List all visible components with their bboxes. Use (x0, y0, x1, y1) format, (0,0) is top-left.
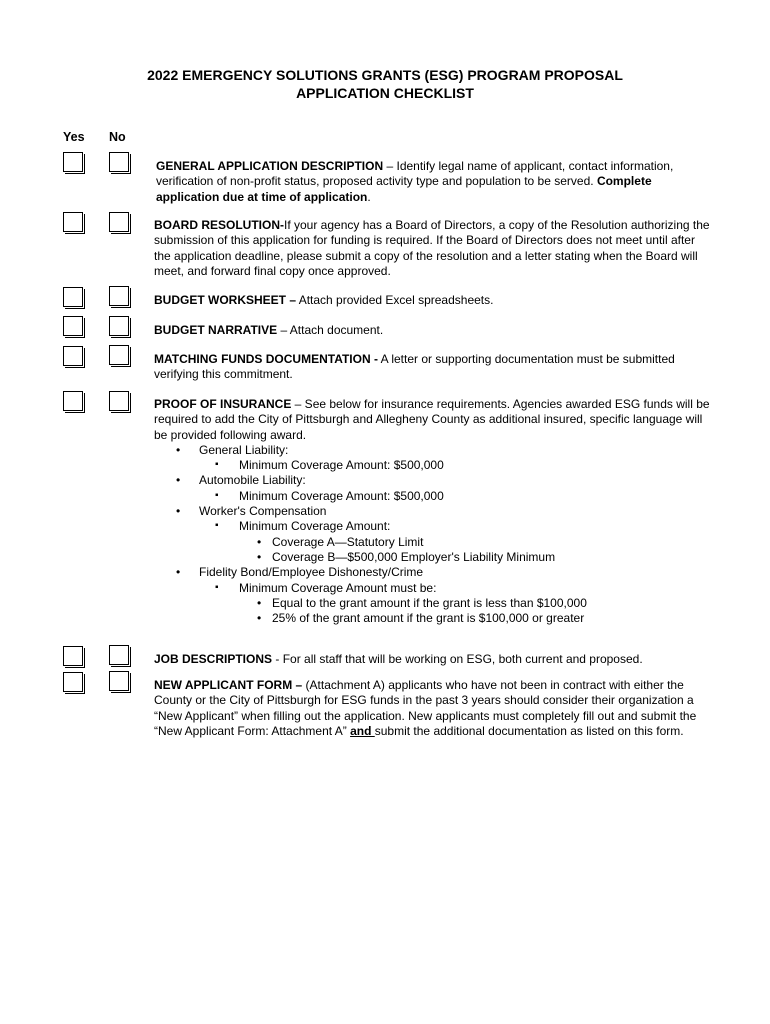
budget-worksheet-section (154, 293, 710, 308)
no-column-header: No (109, 130, 126, 144)
budget-narrative-text: – Attach document. (277, 323, 384, 337)
budget-worksheet-no-checkbox[interactable] (109, 286, 129, 306)
board-text: If your agency has a Board of Directors, a copy of the Resolution authorizing the submission of this application for funding is required. If the Board of Directors does not meet until after the application deadline, please submit a copy of the resolution and a letter stating when the Board will meet, and forward final copy once approved. (154, 218, 710, 278)
job-heading: JOB DESCRIPTIONS (154, 652, 273, 666)
newapp-section (154, 678, 710, 739)
board-yes-checkbox[interactable] (63, 212, 83, 232)
budget-narrative-section (154, 323, 710, 338)
general-bold-text: Complete application due at time of application (156, 174, 652, 204)
list-item: ▪ Minimum Coverage Amount: $500,000 (215, 488, 444, 503)
job-no-checkbox[interactable] (109, 645, 129, 665)
insurance-heading: PROOF OF INSURANCE (154, 397, 292, 411)
general-section: GENERAL APPLICATION DESCRIPTION – Identify legal name of applicant, contact information, verification of non-profit status, proposed activity type and population to be served. Complete application due at time of application. (156, 159, 674, 204)
matching-no-checkbox[interactable] (109, 345, 129, 365)
board-section (154, 218, 710, 279)
list-item: ▪ Minimum Coverage Amount: $500,000 (215, 458, 444, 473)
budget-worksheet-text: Attach provided Excel spreadsheets. (296, 293, 494, 307)
board-no-checkbox[interactable] (109, 212, 129, 232)
list-item: • Worker's Compensation (176, 504, 327, 519)
yes-column-header: Yes (63, 130, 85, 144)
title-line-2: APPLICATION CHECKLIST (296, 85, 474, 101)
budget-worksheet-heading: BUDGET WORKSHEET – (154, 293, 297, 307)
matching-heading: MATCHING FUNDS DOCUMENTATION - (154, 352, 378, 366)
board-heading: BOARD RESOLUTION- (154, 218, 284, 232)
insurance-list (154, 443, 710, 627)
general-yes-checkbox[interactable] (63, 152, 83, 172)
list-item: • Equal to the grant amount if the grant is less than $100,000 (257, 595, 587, 610)
matching-text: A letter or supporting documentation must be submitted verifying this commitment. (154, 352, 675, 382)
job-yes-checkbox[interactable] (63, 646, 83, 666)
budget-worksheet-yes-checkbox[interactable] (63, 287, 83, 307)
insurance-text: – See below for insurance requirements. Agencies awarded ESG funds will be required to add the City of Pittsburgh and Allegheny County as additional insured, specific language will be provided following award. (154, 397, 710, 442)
list-item: • Automobile Liability: (176, 473, 306, 488)
newapp-text: (Attachment A) applicants who have not been in contract with either the County or the City of Pittsburgh for ESG funds in the past 3 years should consider their organization a “New Applicant” when filling out the application. New applicants must completely fill out and submit the “New Applicant Form: Attachment A” (154, 678, 697, 738)
list-item: • Coverage B—$500,000 Employer's Liability Minimum (257, 549, 556, 564)
general-text: – Identify legal name of applicant, contact information, verification of non-profit status, proposed activity type and population to be served. (156, 159, 674, 189)
newapp-yes-checkbox[interactable] (63, 672, 83, 692)
insurance-yes-checkbox[interactable] (63, 391, 83, 411)
newapp-heading: NEW APPLICANT FORM – (154, 678, 303, 692)
and-emphasis: and (350, 723, 375, 738)
newapp-text-2: submit the additional documentation as listed on this form. (374, 723, 684, 738)
budget-narrative-yes-checkbox[interactable] (63, 316, 83, 336)
list-item: ▪ Minimum Coverage Amount must be: (215, 580, 437, 595)
title-line-1: 2022 EMERGENCY SOLUTIONS GRANTS (ESG) PROGRAM PROPOSAL (147, 67, 623, 83)
insurance-no-checkbox[interactable] (109, 391, 129, 411)
list-item: • General Liability: (176, 442, 289, 457)
matching-yes-checkbox[interactable] (63, 346, 83, 366)
list-item: • Fidelity Bond/Employee Dishonesty/Crime (176, 565, 424, 580)
list-item: • Coverage A—Statutory Limit (257, 534, 424, 549)
insurance-section (154, 397, 710, 626)
matching-section (154, 352, 710, 383)
job-section (154, 652, 710, 667)
job-text: - For all staff that will be working on ESG, both current and proposed. (272, 652, 643, 666)
budget-narrative-heading: BUDGET NARRATIVE (154, 323, 278, 337)
budget-narrative-no-checkbox[interactable] (109, 316, 129, 336)
page-title (0, 66, 770, 102)
general-heading: GENERAL APPLICATION DESCRIPTION (156, 159, 384, 173)
newapp-no-checkbox[interactable] (109, 671, 129, 691)
list-item: ▪ Minimum Coverage Amount: (215, 519, 391, 534)
general-no-checkbox[interactable] (109, 152, 129, 172)
list-item: • 25% of the grant amount if the grant is $100,000 or greater (257, 611, 585, 626)
